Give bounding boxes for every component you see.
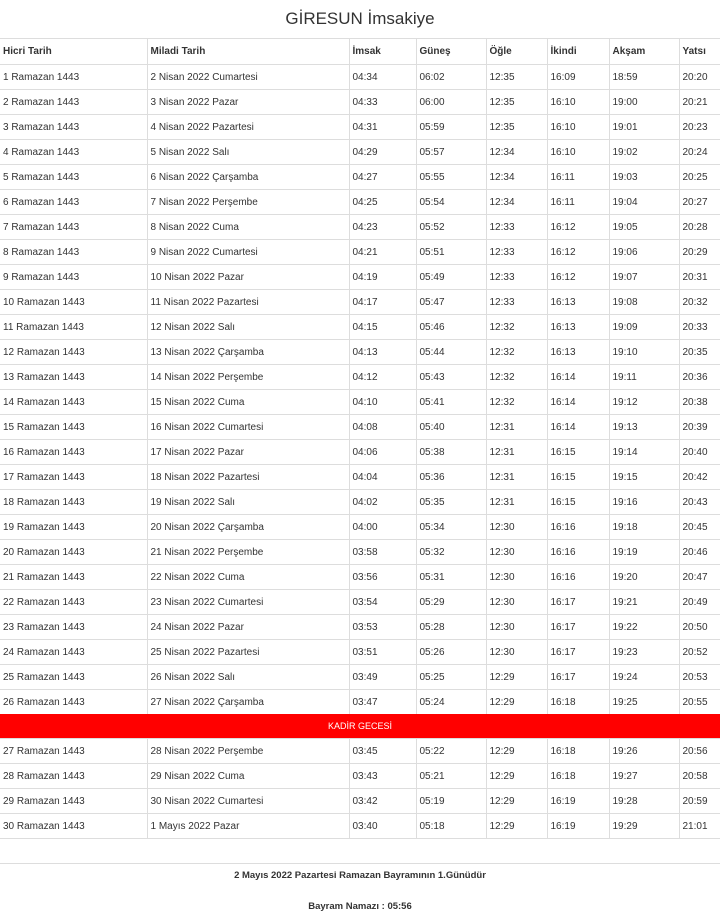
cell-miladi: 19 Nisan 2022 Salı	[147, 490, 349, 515]
table-row	[0, 315, 720, 340]
cell-ikindi: 16:10	[547, 90, 609, 115]
cell-yatsi: 20:31	[679, 265, 720, 290]
table-body	[0, 65, 720, 839]
cell-yatsi: 20:46	[679, 540, 720, 565]
cell-gunes: 05:32	[416, 540, 486, 565]
cell-imsak: 03:54	[349, 590, 416, 615]
cell-ogle: 12:33	[486, 265, 547, 290]
cell-ikindi: 16:14	[547, 415, 609, 440]
cell-miladi: 13 Nisan 2022 Çarşamba	[147, 340, 349, 365]
cell-aksam: 19:09	[609, 315, 679, 340]
cell-miladi: 7 Nisan 2022 Perşembe	[147, 190, 349, 215]
cell-hicri: 12 Ramazan 1443	[0, 340, 147, 365]
cell-ogle: 12:31	[486, 465, 547, 490]
header-ikindi: İkindi	[547, 39, 609, 65]
cell-miladi: 23 Nisan 2022 Cumartesi	[147, 590, 349, 615]
cell-gunes: 05:46	[416, 315, 486, 340]
cell-miladi: 14 Nisan 2022 Perşembe	[147, 365, 349, 390]
cell-hicri: 24 Ramazan 1443	[0, 640, 147, 665]
cell-imsak: 03:42	[349, 789, 416, 814]
cell-imsak: 03:56	[349, 565, 416, 590]
cell-imsak: 04:27	[349, 165, 416, 190]
cell-yatsi: 20:33	[679, 315, 720, 340]
cell-imsak: 04:33	[349, 90, 416, 115]
cell-ogle: 12:32	[486, 390, 547, 415]
header-miladi: Miladi Tarih	[147, 39, 349, 65]
cell-hicri: 17 Ramazan 1443	[0, 465, 147, 490]
cell-ogle: 12:29	[486, 739, 547, 764]
cell-gunes: 05:43	[416, 365, 486, 390]
table-row	[0, 515, 720, 540]
cell-imsak: 04:08	[349, 415, 416, 440]
cell-ogle: 12:33	[486, 240, 547, 265]
cell-hicri: 3 Ramazan 1443	[0, 115, 147, 140]
table-header-row	[0, 39, 720, 65]
table-row	[0, 665, 720, 690]
cell-hicri: 27 Ramazan 1443	[0, 739, 147, 764]
cell-ikindi: 16:16	[547, 565, 609, 590]
cell-ogle: 12:30	[486, 540, 547, 565]
cell-ikindi: 16:10	[547, 115, 609, 140]
cell-yatsi: 20:53	[679, 665, 720, 690]
table-row	[0, 615, 720, 640]
cell-aksam: 19:28	[609, 789, 679, 814]
cell-yatsi: 20:35	[679, 340, 720, 365]
cell-yatsi: 20:40	[679, 440, 720, 465]
table-row	[0, 490, 720, 515]
cell-aksam: 19:24	[609, 665, 679, 690]
cell-miladi: 4 Nisan 2022 Pazartesi	[147, 115, 349, 140]
cell-ikindi: 16:12	[547, 265, 609, 290]
header-imsak: İmsak	[349, 39, 416, 65]
cell-yatsi: 20:59	[679, 789, 720, 814]
cell-aksam: 19:02	[609, 140, 679, 165]
cell-miladi: 12 Nisan 2022 Salı	[147, 315, 349, 340]
cell-ikindi: 16:15	[547, 465, 609, 490]
cell-miladi: 15 Nisan 2022 Cuma	[147, 390, 349, 415]
cell-gunes: 05:21	[416, 764, 486, 789]
cell-ogle: 12:34	[486, 190, 547, 215]
cell-ikindi: 16:17	[547, 640, 609, 665]
cell-imsak: 03:47	[349, 690, 416, 715]
cell-imsak: 04:04	[349, 465, 416, 490]
table-row	[0, 690, 720, 715]
cell-imsak: 04:23	[349, 215, 416, 240]
cell-gunes: 06:02	[416, 65, 486, 90]
cell-ogle: 12:31	[486, 490, 547, 515]
cell-hicri: 26 Ramazan 1443	[0, 690, 147, 715]
cell-yatsi: 20:56	[679, 739, 720, 764]
cell-ikindi: 16:13	[547, 340, 609, 365]
cell-ikindi: 16:15	[547, 490, 609, 515]
table-row	[0, 540, 720, 565]
cell-gunes: 05:40	[416, 415, 486, 440]
cell-yatsi: 20:28	[679, 215, 720, 240]
table-row	[0, 140, 720, 165]
cell-ikindi: 16:11	[547, 165, 609, 190]
cell-miladi: 29 Nisan 2022 Cuma	[147, 764, 349, 789]
cell-imsak: 04:10	[349, 390, 416, 415]
cell-yatsi: 20:47	[679, 565, 720, 590]
cell-gunes: 05:19	[416, 789, 486, 814]
cell-ikindi: 16:19	[547, 789, 609, 814]
cell-aksam: 19:05	[609, 215, 679, 240]
table-row	[0, 465, 720, 490]
cell-miladi: 5 Nisan 2022 Salı	[147, 140, 349, 165]
cell-miladi: 6 Nisan 2022 Çarşamba	[147, 165, 349, 190]
cell-ikindi: 16:18	[547, 739, 609, 764]
table-bottom-divider	[0, 838, 720, 863]
cell-gunes: 05:29	[416, 590, 486, 615]
header-gunes: Güneş	[416, 39, 486, 65]
cell-ogle: 12:30	[486, 640, 547, 665]
cell-aksam: 19:07	[609, 265, 679, 290]
cell-hicri: 23 Ramazan 1443	[0, 615, 147, 640]
cell-yatsi: 21:01	[679, 814, 720, 839]
kadir-gecesi-row	[0, 714, 720, 739]
cell-aksam: 19:20	[609, 565, 679, 590]
cell-miladi: 26 Nisan 2022 Salı	[147, 665, 349, 690]
cell-imsak: 04:19	[349, 265, 416, 290]
cell-gunes: 05:57	[416, 140, 486, 165]
table-row	[0, 65, 720, 90]
cell-ogle: 12:29	[486, 690, 547, 715]
cell-ikindi: 16:11	[547, 190, 609, 215]
cell-aksam: 19:12	[609, 390, 679, 415]
cell-aksam: 19:26	[609, 739, 679, 764]
cell-ogle: 12:31	[486, 415, 547, 440]
cell-imsak: 03:40	[349, 814, 416, 839]
cell-miladi: 16 Nisan 2022 Cumartesi	[147, 415, 349, 440]
cell-imsak: 04:13	[349, 340, 416, 365]
cell-hicri: 25 Ramazan 1443	[0, 665, 147, 690]
cell-imsak: 04:06	[349, 440, 416, 465]
bayram-namazi: Bayram Namazı : 05:56	[308, 901, 412, 912]
cell-miladi: 17 Nisan 2022 Pazar	[147, 440, 349, 465]
cell-yatsi: 20:42	[679, 465, 720, 490]
cell-hicri: 21 Ramazan 1443	[0, 565, 147, 590]
cell-ogle: 12:33	[486, 215, 547, 240]
cell-ikindi: 16:13	[547, 290, 609, 315]
cell-hicri: 7 Ramazan 1443	[0, 215, 147, 240]
cell-hicri: 13 Ramazan 1443	[0, 365, 147, 390]
table-row	[0, 190, 720, 215]
cell-hicri: 5 Ramazan 1443	[0, 165, 147, 190]
cell-yatsi: 20:36	[679, 365, 720, 390]
cell-yatsi: 20:24	[679, 140, 720, 165]
table-row	[0, 165, 720, 190]
cell-yatsi: 20:21	[679, 90, 720, 115]
table-row	[0, 440, 720, 465]
cell-hicri: 29 Ramazan 1443	[0, 789, 147, 814]
cell-miladi: 20 Nisan 2022 Çarşamba	[147, 515, 349, 540]
cell-gunes: 05:34	[416, 515, 486, 540]
table-row	[0, 340, 720, 365]
cell-ikindi: 16:09	[547, 65, 609, 90]
cell-hicri: 19 Ramazan 1443	[0, 515, 147, 540]
cell-ogle: 12:35	[486, 65, 547, 90]
cell-ogle: 12:30	[486, 565, 547, 590]
cell-aksam: 19:21	[609, 590, 679, 615]
cell-gunes: 05:25	[416, 665, 486, 690]
cell-aksam: 19:16	[609, 490, 679, 515]
cell-hicri: 16 Ramazan 1443	[0, 440, 147, 465]
table-row	[0, 590, 720, 615]
cell-ogle: 12:29	[486, 789, 547, 814]
cell-ogle: 12:32	[486, 340, 547, 365]
cell-hicri: 9 Ramazan 1443	[0, 265, 147, 290]
header-yatsi: Yatsı	[679, 39, 720, 65]
cell-miladi: 10 Nisan 2022 Pazar	[147, 265, 349, 290]
table-row	[0, 764, 720, 789]
cell-miladi: 27 Nisan 2022 Çarşamba	[147, 690, 349, 715]
cell-gunes: 05:38	[416, 440, 486, 465]
cell-aksam: 19:18	[609, 515, 679, 540]
cell-ogle: 12:29	[486, 665, 547, 690]
footer-divider	[0, 863, 720, 864]
cell-imsak: 03:53	[349, 615, 416, 640]
cell-yatsi: 20:39	[679, 415, 720, 440]
cell-imsak: 04:34	[349, 65, 416, 90]
cell-aksam: 19:15	[609, 465, 679, 490]
cell-imsak: 03:45	[349, 739, 416, 764]
table-row	[0, 739, 720, 764]
cell-ikindi: 16:16	[547, 515, 609, 540]
cell-aksam: 19:29	[609, 814, 679, 839]
cell-yatsi: 20:43	[679, 490, 720, 515]
cell-hicri: 10 Ramazan 1443	[0, 290, 147, 315]
cell-gunes: 06:00	[416, 90, 486, 115]
cell-gunes: 05:44	[416, 340, 486, 365]
cell-yatsi: 20:38	[679, 390, 720, 415]
cell-ikindi: 16:15	[547, 440, 609, 465]
cell-ogle: 12:33	[486, 290, 547, 315]
imsakiye-table	[0, 38, 720, 838]
cell-miladi: 18 Nisan 2022 Pazartesi	[147, 465, 349, 490]
cell-ikindi: 16:18	[547, 690, 609, 715]
cell-yatsi: 20:32	[679, 290, 720, 315]
cell-ogle: 12:32	[486, 365, 547, 390]
cell-miladi: 21 Nisan 2022 Perşembe	[147, 540, 349, 565]
cell-aksam: 19:19	[609, 540, 679, 565]
cell-imsak: 04:21	[349, 240, 416, 265]
cell-ikindi: 16:18	[547, 764, 609, 789]
cell-ikindi: 16:14	[547, 365, 609, 390]
cell-hicri: 20 Ramazan 1443	[0, 540, 147, 565]
cell-imsak: 03:51	[349, 640, 416, 665]
table-row	[0, 115, 720, 140]
cell-aksam: 19:10	[609, 340, 679, 365]
cell-aksam: 19:01	[609, 115, 679, 140]
cell-aksam: 19:11	[609, 365, 679, 390]
table-row	[0, 789, 720, 814]
cell-aksam: 19:25	[609, 690, 679, 715]
cell-ikindi: 16:12	[547, 240, 609, 265]
cell-imsak: 04:25	[349, 190, 416, 215]
cell-gunes: 05:36	[416, 465, 486, 490]
bayram-info: 2 Mayıs 2022 Pazartesi Ramazan Bayramının 1.Günüdür	[234, 870, 486, 881]
cell-gunes: 05:18	[416, 814, 486, 839]
cell-miladi: 2 Nisan 2022 Cumartesi	[147, 65, 349, 90]
cell-ikindi: 16:12	[547, 215, 609, 240]
cell-miladi: 1 Mayıs 2022 Pazar	[147, 814, 349, 839]
cell-ogle: 12:35	[486, 115, 547, 140]
cell-miladi: 30 Nisan 2022 Cumartesi	[147, 789, 349, 814]
cell-hicri: 1 Ramazan 1443	[0, 65, 147, 90]
cell-hicri: 28 Ramazan 1443	[0, 764, 147, 789]
table-row	[0, 290, 720, 315]
cell-hicri: 8 Ramazan 1443	[0, 240, 147, 265]
cell-hicri: 4 Ramazan 1443	[0, 140, 147, 165]
header-hicri: Hicri Tarih	[0, 39, 147, 65]
cell-aksam: 19:08	[609, 290, 679, 315]
cell-ogle: 12:29	[486, 764, 547, 789]
table-row	[0, 390, 720, 415]
table-row	[0, 640, 720, 665]
cell-imsak: 04:02	[349, 490, 416, 515]
cell-ikindi: 16:17	[547, 665, 609, 690]
cell-ikindi: 16:14	[547, 390, 609, 415]
cell-imsak: 04:17	[349, 290, 416, 315]
cell-hicri: 15 Ramazan 1443	[0, 415, 147, 440]
cell-aksam: 19:22	[609, 615, 679, 640]
cell-gunes: 05:24	[416, 690, 486, 715]
cell-imsak: 04:00	[349, 515, 416, 540]
cell-ikindi: 16:13	[547, 315, 609, 340]
cell-yatsi: 20:45	[679, 515, 720, 540]
cell-hicri: 11 Ramazan 1443	[0, 315, 147, 340]
cell-gunes: 05:52	[416, 215, 486, 240]
cell-imsak: 04:15	[349, 315, 416, 340]
cell-gunes: 05:59	[416, 115, 486, 140]
cell-ogle: 12:35	[486, 90, 547, 115]
cell-miladi: 22 Nisan 2022 Cuma	[147, 565, 349, 590]
cell-ogle: 12:34	[486, 140, 547, 165]
cell-aksam: 19:13	[609, 415, 679, 440]
cell-ogle: 12:31	[486, 440, 547, 465]
cell-imsak: 03:43	[349, 764, 416, 789]
table-row	[0, 265, 720, 290]
cell-miladi: 25 Nisan 2022 Pazartesi	[147, 640, 349, 665]
cell-miladi: 9 Nisan 2022 Cumartesi	[147, 240, 349, 265]
cell-aksam: 19:00	[609, 90, 679, 115]
cell-aksam: 19:06	[609, 240, 679, 265]
cell-miladi: 3 Nisan 2022 Pazar	[147, 90, 349, 115]
cell-hicri: 14 Ramazan 1443	[0, 390, 147, 415]
cell-ikindi: 16:16	[547, 540, 609, 565]
cell-aksam: 18:59	[609, 65, 679, 90]
cell-ogle: 12:29	[486, 814, 547, 839]
cell-imsak: 04:29	[349, 140, 416, 165]
cell-gunes: 05:51	[416, 240, 486, 265]
page-title: GİRESUN İmsakiye	[285, 9, 435, 28]
cell-imsak: 04:12	[349, 365, 416, 390]
table-row	[0, 240, 720, 265]
cell-yatsi: 20:25	[679, 165, 720, 190]
cell-ikindi: 16:17	[547, 590, 609, 615]
cell-yatsi: 20:29	[679, 240, 720, 265]
cell-ogle: 12:30	[486, 615, 547, 640]
cell-gunes: 05:26	[416, 640, 486, 665]
cell-gunes: 05:22	[416, 739, 486, 764]
kadir-gecesi-label: KADİR GECESİ	[0, 714, 720, 739]
cell-ogle: 12:34	[486, 165, 547, 190]
cell-gunes: 05:49	[416, 265, 486, 290]
cell-aksam: 19:23	[609, 640, 679, 665]
cell-miladi: 11 Nisan 2022 Pazartesi	[147, 290, 349, 315]
cell-miladi: 28 Nisan 2022 Perşembe	[147, 739, 349, 764]
cell-gunes: 05:54	[416, 190, 486, 215]
cell-yatsi: 20:27	[679, 190, 720, 215]
cell-yatsi: 20:58	[679, 764, 720, 789]
table-row	[0, 565, 720, 590]
cell-ikindi: 16:17	[547, 615, 609, 640]
table-row	[0, 365, 720, 390]
cell-aksam: 19:27	[609, 764, 679, 789]
cell-gunes: 05:55	[416, 165, 486, 190]
cell-gunes: 05:35	[416, 490, 486, 515]
cell-ogle: 12:30	[486, 515, 547, 540]
cell-gunes: 05:28	[416, 615, 486, 640]
cell-yatsi: 20:55	[679, 690, 720, 715]
table-row	[0, 415, 720, 440]
cell-yatsi: 20:49	[679, 590, 720, 615]
cell-imsak: 04:31	[349, 115, 416, 140]
cell-yatsi: 20:20	[679, 65, 720, 90]
cell-yatsi: 20:52	[679, 640, 720, 665]
table-row	[0, 814, 720, 839]
cell-aksam: 19:14	[609, 440, 679, 465]
cell-hicri: 18 Ramazan 1443	[0, 490, 147, 515]
cell-hicri: 6 Ramazan 1443	[0, 190, 147, 215]
cell-hicri: 30 Ramazan 1443	[0, 814, 147, 839]
cell-miladi: 24 Nisan 2022 Pazar	[147, 615, 349, 640]
cell-ikindi: 16:19	[547, 814, 609, 839]
cell-imsak: 03:49	[349, 665, 416, 690]
cell-gunes: 05:47	[416, 290, 486, 315]
header-ogle: Öğle	[486, 39, 547, 65]
cell-aksam: 19:04	[609, 190, 679, 215]
cell-aksam: 19:03	[609, 165, 679, 190]
cell-ikindi: 16:10	[547, 140, 609, 165]
cell-hicri: 2 Ramazan 1443	[0, 90, 147, 115]
cell-yatsi: 20:50	[679, 615, 720, 640]
cell-gunes: 05:41	[416, 390, 486, 415]
cell-hicri: 22 Ramazan 1443	[0, 590, 147, 615]
header-aksam: Akşam	[609, 39, 679, 65]
cell-gunes: 05:31	[416, 565, 486, 590]
cell-ogle: 12:30	[486, 590, 547, 615]
table-row	[0, 90, 720, 115]
cell-yatsi: 20:23	[679, 115, 720, 140]
cell-miladi: 8 Nisan 2022 Cuma	[147, 215, 349, 240]
cell-ogle: 12:32	[486, 315, 547, 340]
cell-imsak: 03:58	[349, 540, 416, 565]
table-row	[0, 215, 720, 240]
